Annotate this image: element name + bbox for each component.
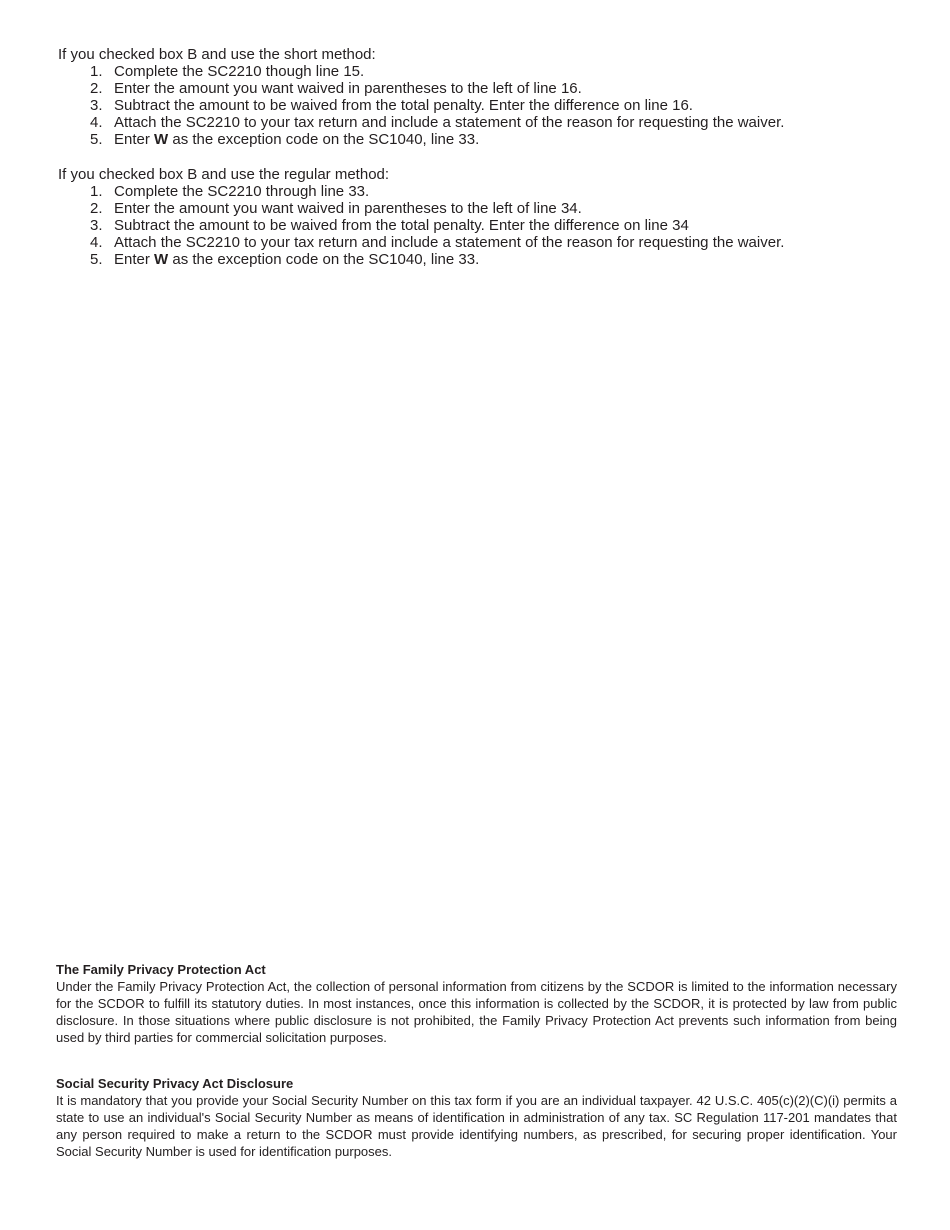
short-method-intro: If you checked box B and use the short method:	[58, 46, 376, 63]
exception-code: W	[154, 131, 169, 148]
regular-method-step	[58, 217, 784, 234]
step-text: Enter	[114, 251, 155, 268]
short-method-step	[58, 63, 784, 80]
regular-method-steps	[58, 183, 784, 268]
ssn-privacy-section	[56, 1075, 897, 1160]
step-number: 4.	[90, 234, 103, 251]
step-number: 5.	[90, 131, 103, 148]
ssn-privacy-body: It is mandatory that you provide your Social Security Number on this tax form if you are an individual taxpayer. 42 U.S.C. 405(c)(2)(C)(i) permits a state to use an individual's Social Security Number as means of identification in administration of any tax. SC Regulation 117-201 mandates that any person required to make a return to the SCDOR must provide identifying numbers, as prescribed, for securing proper identification. Your Social Security Number is used for identification purposes.	[56, 1093, 897, 1159]
step-number: 2.	[90, 80, 103, 97]
step-number: 5.	[90, 251, 103, 268]
regular-method-step	[58, 183, 784, 200]
family-privacy-heading: The Family Privacy Protection Act	[56, 962, 266, 977]
step-text: Subtract the amount to be waived from the total penalty. Enter the difference on line 34	[114, 217, 689, 234]
step-text: Complete the SC2210 though line 15.	[114, 63, 365, 80]
family-privacy-body: Under the Family Privacy Protection Act, the collection of personal information from citizens by the SCDOR is limited to the information necessary for the SCDOR to fulfill its statutory duties. In most instances, once this information is collected by the SCDOR, it is protected by law from public disclosure. In those situations where public disclosure is not prohibited, the Family Privacy Protection Act prevents such information from being used by third parties for commercial solicitation purposes.	[56, 979, 897, 1045]
regular-method-intro: If you checked box B and use the regular method:	[58, 166, 390, 183]
step-text: Attach the SC2210 to your tax return and include a statement of the reason for requesting the waiver.	[114, 234, 785, 251]
step-text: Enter	[114, 131, 155, 148]
step-text: Complete the SC2210 through line 33.	[114, 183, 370, 200]
step-text: Enter the amount you want waived in parentheses to the left of line 34.	[114, 200, 582, 217]
step-text: Attach the SC2210 to your tax return and include a statement of the reason for requesting the waiver.	[114, 114, 785, 131]
ssn-privacy-heading: Social Security Privacy Act Disclosure	[56, 1076, 294, 1091]
step-number: 1.	[90, 63, 103, 80]
regular-method-step	[58, 234, 784, 251]
step-number: 3.	[90, 97, 103, 114]
step-number: 4.	[90, 114, 103, 131]
step-number: 2.	[90, 200, 103, 217]
regular-method-step	[58, 200, 784, 217]
short-method-step	[58, 131, 784, 148]
regular-method-section	[58, 166, 784, 268]
step-text: Enter the amount you want waived in parentheses to the left of line 16.	[114, 80, 582, 97]
short-method-section	[58, 46, 784, 148]
step-number: 1.	[90, 183, 103, 200]
step-number: 3.	[90, 217, 103, 234]
short-method-steps	[58, 63, 784, 148]
short-method-step	[58, 114, 784, 131]
short-method-step	[58, 80, 784, 97]
family-privacy-section	[56, 961, 897, 1046]
step-text-continued: as the exception code on the SC1040, line 33.	[168, 131, 480, 148]
regular-method-step	[58, 251, 784, 268]
short-method-step	[58, 97, 784, 114]
step-text-continued: as the exception code on the SC1040, line 33.	[168, 251, 480, 268]
step-text: Subtract the amount to be waived from the total penalty. Enter the difference on line 16.	[114, 97, 693, 114]
exception-code: W	[154, 251, 169, 268]
